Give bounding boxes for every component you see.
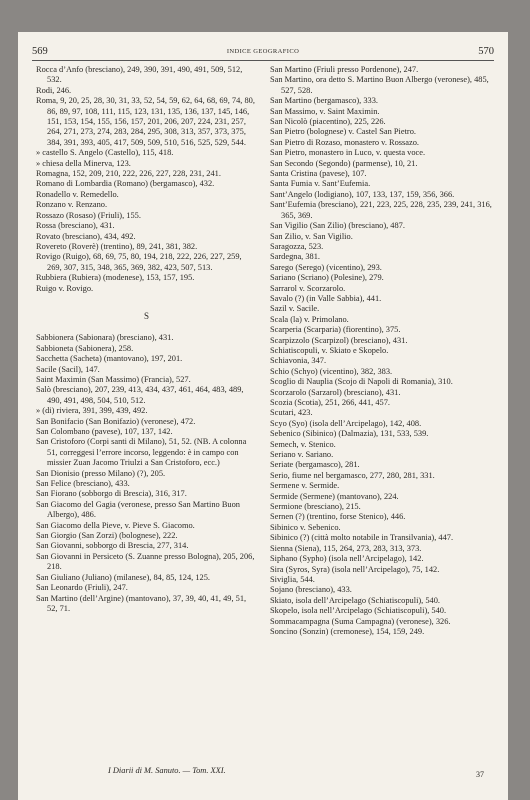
index-entry: Soncino (Sonzin) (cremonese), 154, 159, 249. xyxy=(270,626,425,636)
index-entry: Rovigo (Ruigo), 68, 69, 75, 80, 194, 218, 222, 226, 227, 259, 269, 307, 315, 348, 365, 369, 382, 423, 507, 513. xyxy=(36,252,242,272)
index-entry: Sommacampagna (Suma Campagna) (veronese), 326. xyxy=(270,616,451,626)
index-entry: Rubbiera (Rubiera) (modenese), 153, 157, 195. xyxy=(36,273,195,283)
page-header xyxy=(32,46,494,60)
index-entry: Roma, 9, 20, 25, 28, 30, 31, 33, 52, 54, 59, 62, 64, 68, 69, 74, 80, 86, 89, 97, 108, 111, 115, 123, 131, 135, 136, 137, 145, 146, 151, 153, 154, 155, 156, 157, 201, 206, 207, 224, 231, 257, 264, 271, 273, 274, 283, 284, 295, 308, 313, 357, 373, 375, 384, 391, 393, 405, 417, 509, 509, 510, 516, 525, 529, 544. xyxy=(36,96,255,147)
index-entry: San Giovanni in Persiceto (S. Zuanne presso Bologna), 205, 206, 218. xyxy=(36,551,255,572)
index-entry: Romano di Lombardia (Romano) (bergamasco), 432. xyxy=(36,179,215,189)
index-entry: Serio, fiume nel bergamasco, 277, 280, 281, 331. xyxy=(270,470,435,480)
index-entry: San Giovanni, sobborgo di Brescia, 277, 314. xyxy=(36,541,189,551)
index-entry: San Giacomo della Pieve, v. Pieve S. Giacomo. xyxy=(36,520,195,530)
index-entry: Sabbionera (Sabionara) (bresciano), 431. xyxy=(36,333,174,343)
index-entry: » (di) riviera, 391, 399, 439, 492. xyxy=(36,406,148,416)
section-letter: S xyxy=(143,310,150,321)
index-entry: Siviglia, 544. xyxy=(270,574,315,584)
index-entry: San Martino (bergamasco), 333. xyxy=(270,96,378,106)
index-entry: Rodi, 246. xyxy=(36,85,72,95)
index-entry: San Pietro, monastero in Luco, v. questa voce. xyxy=(270,148,426,158)
left-page-number: 569 xyxy=(32,46,48,57)
book-page xyxy=(18,32,508,800)
right-column xyxy=(270,65,492,637)
index-entry: Sernen (?) (trentino, forse Stenico), 446. xyxy=(270,512,406,522)
index-entry: Sariano (Scriano) (Polesine), 279. xyxy=(270,273,384,283)
index-entry: Santa Fumia v. Sant’Eufemia. xyxy=(270,179,371,189)
index-entry: San Pietro (bolognese) v. Castel San Pietro. xyxy=(270,127,416,137)
index-entry: Saragozza, 523. xyxy=(270,241,324,251)
index-entry: Sacile (Sacil), 147. xyxy=(36,364,100,374)
index-entry: Scyo (Syo) (isola dell’Arcipelago), 142, 408. xyxy=(270,418,422,428)
index-entry: Sazil v. Sacile. xyxy=(270,304,320,314)
index-entry: San Zilio, v. San Vigilio. xyxy=(270,231,353,241)
index-entry: Sibinico (?) (città molto notabile in Transilvania), 447. xyxy=(270,533,454,543)
index-entry: Scarperia (Scarparia) (fiorentino), 375. xyxy=(270,325,401,335)
index-entry: Schiavonia, 347. xyxy=(270,356,327,366)
index-entry: Rossazo (Rosaso) (Friuli), 155. xyxy=(36,210,141,220)
index-entry: Santa Cristina (pavese), 107. xyxy=(270,169,367,179)
index-entry: Sacchetta (Sacheta) (mantovano), 197, 201. xyxy=(36,354,183,364)
index-entry: Scozia (Scotia), 251, 266, 441, 457. xyxy=(270,398,391,407)
index-entry: San Martino, ora detto S. Martino Buon Albergo (veronese), 485, 527, 528. xyxy=(270,75,489,95)
index-entry: Scala (la) v. Primolano. xyxy=(270,314,349,324)
index-entry: Seriate (bergamasco), 281. xyxy=(270,460,360,470)
index-entry: Ruigo v. Rovigo. xyxy=(36,283,94,293)
index-entry: » castello S. Angelo (Castello), 115, 418. xyxy=(36,148,174,158)
index-entry: San Martino (Friuli presso Pordenone), 247. xyxy=(270,65,419,74)
index-entry: Sojano (bresciano), 433. xyxy=(270,585,352,595)
index-entry: San Pietro di Rozaso, monastero v. Rossazo. xyxy=(270,137,420,147)
index-entry: Sermide (Sermene) (mantovano), 224. xyxy=(270,491,399,501)
index-entry: San Vigilio (San Zilio) (bresciano), 487. xyxy=(270,221,405,231)
index-entry: San Martino (dell’Argine) (mantovano), 37, 39, 40, 41, 49, 51, 52, 71. xyxy=(36,593,247,613)
index-entry: Scarpizzolo (Scarpizol) (bresciano), 431. xyxy=(270,335,408,345)
index-entry: San Fiorano (sobborgo di Brescia), 316, 317. xyxy=(36,489,187,499)
index-entry: San Cristoforo (Corpi santi di Milano), 51, 52. (NB. A colonna 51, correggesi l’errore incorso, leggendo: è in campo con missier Zuan Jacomo Triulzi a San Cristoforo, ecc.) xyxy=(36,437,247,468)
index-entry: Ronadello v. Remedello. xyxy=(36,189,119,199)
index-entry: Skopelo, isola nell’Arcipelago (Schiatiscopuli), 540. xyxy=(270,606,447,616)
index-entry: Rovereto (Roverè) (trentino), 89, 241, 381, 382. xyxy=(36,241,198,251)
index-entry: Schio (Schyo) (vicentino), 382, 383. xyxy=(270,366,393,376)
index-entry: Ronzano v. Renzano. xyxy=(36,200,108,210)
index-entry: San Leonardo (Friuli), 247. xyxy=(36,583,128,593)
index-entry: Scutari, 423. xyxy=(270,408,313,418)
index-entry: » chiesa della Minerva, 123. xyxy=(36,158,131,168)
index-entry: San Dionisio (presso Milano) (?), 205. xyxy=(36,468,166,478)
index-entry: San Giuliano (Juliano) (milanese), 84, 85, 124, 125. xyxy=(36,572,210,582)
section-spacer xyxy=(36,294,258,311)
index-entry: Skiato, isola dell’Arcipelago (Schiatiscopuli), 540. xyxy=(270,595,441,605)
index-entry: San Nicolò (piacentino), 225, 226. xyxy=(270,117,386,127)
index-entry: Sira (Syros, Syra) (isola nell’Arcipelago), 75, 142. xyxy=(270,564,440,574)
index-entry: Sibinico v. Sebenico. xyxy=(270,522,341,532)
index-entry: Salò (bresciano), 207, 239, 413, 434, 437, 461, 464, 483, 489, 490, 491, 498, 504, 510, 512. xyxy=(36,385,244,405)
index-entry: Rovato (bresciano), 434, 492. xyxy=(36,231,136,241)
header-rule xyxy=(32,60,494,61)
index-entry: San Colombano (pavese), 107, 137, 142. xyxy=(36,427,173,436)
index-entry: San Giacomo del Gagia (veronese, presso San Martino Buon Albergo), 486. xyxy=(36,499,240,520)
left-column xyxy=(36,65,258,614)
index-entry: Sebenico (Sibinico) (Dalmazia), 131, 533, 539. xyxy=(270,429,429,439)
index-entry: Sarego (Serego) (vicentino), 293. xyxy=(270,262,382,272)
index-entry: Sant’Eufemia (bresciano), 221, 223, 225, 228, 235, 239, 241, 316, 365, 369. xyxy=(270,200,492,220)
index-entry: Saint Maximin (San Massimo) (Francia), 527. xyxy=(36,374,191,384)
index-entry: Savalo (?) (in Valle Sabbia), 441. xyxy=(270,293,382,303)
index-entry: Siphano (Sypho) (isola nell’Arcipelago), 142. xyxy=(270,554,424,564)
index-entry: Sabbioneta (Sabionera), 258. xyxy=(36,343,134,353)
index-entry: Semech, v. Stenico. xyxy=(270,439,336,449)
index-entry: San Giorgio (San Zorzi) (bolognese), 222. xyxy=(36,531,178,541)
footer-title: I Diarii di M. Sanuto. — Tom. XXI. xyxy=(108,766,226,775)
index-entry: Rocca d’Anfo (bresciano), 249, 390, 391, 490, 491, 509, 512, 532. xyxy=(36,65,243,85)
index-entry: San Felice (bresciano), 433. xyxy=(36,479,130,489)
section-spacer xyxy=(36,321,258,333)
running-title: INDICE GEOGRAFICO xyxy=(226,48,300,55)
index-entry: Sermione (bresciano), 215. xyxy=(270,502,361,512)
index-entry: Sant’Angelo (lodigiano), 107, 133, 137, 159, 356, 366. xyxy=(270,189,455,199)
index-entry: Scoglio di Nauplia (Scojo di Napoli di Romania), 310. xyxy=(270,377,453,387)
index-entry: Schiatiscopuli, v. Skiato e Skopelo. xyxy=(270,345,389,355)
index-entry: San Secondo (Segondo) (parmense), 10, 21. xyxy=(270,158,418,168)
index-entry: Rossa (bresciano), 431. xyxy=(36,221,115,231)
index-entry: Sermene v. Sermide. xyxy=(270,481,340,491)
index-entry: Romagna, 152, 209, 210, 222, 226, 227, 228, 231, 241. xyxy=(36,169,221,179)
index-entry: Sienna (Siena), 115, 264, 273, 283, 313, 373. xyxy=(270,543,422,553)
index-entry: Scorzarolo (Sarzarol) (bresciano), 431. xyxy=(270,387,401,397)
index-entry: San Bonifacio (San Bonifazio) (veronese), 472. xyxy=(36,416,196,426)
right-page-number: 570 xyxy=(478,46,494,57)
index-entry: Seriano v. Sariano. xyxy=(270,450,334,460)
index-entry: Sarrarol v. Scorzarolo. xyxy=(270,283,346,293)
index-entry: Sardegna, 381. xyxy=(270,252,321,262)
signature-mark: 37 xyxy=(476,770,484,779)
index-entry: San Massimo, v. Saint Maximin. xyxy=(270,106,380,116)
